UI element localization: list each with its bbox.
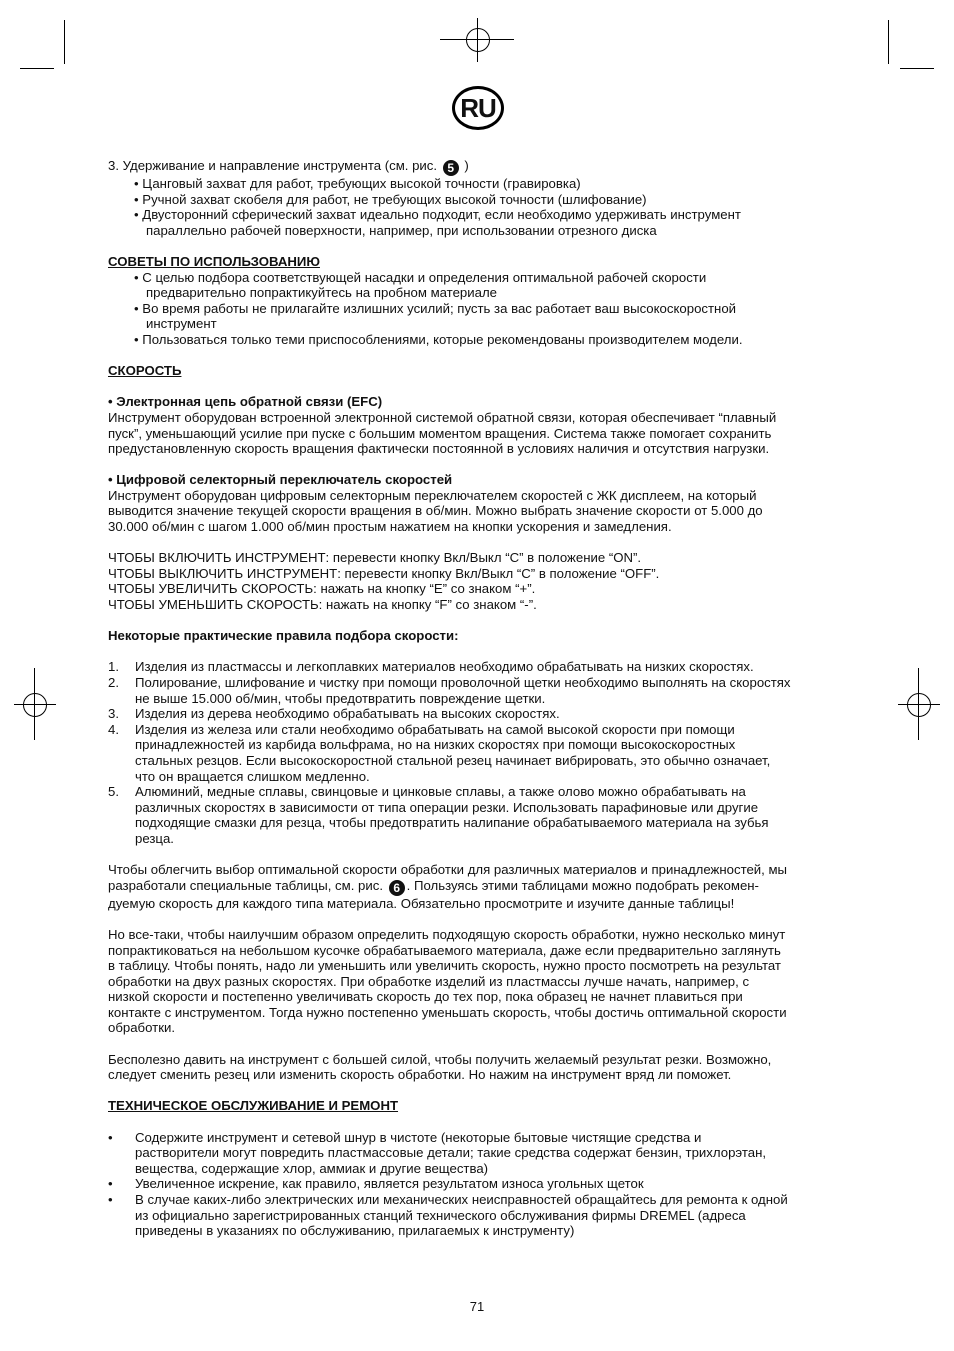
crop-mark: [900, 68, 934, 69]
list-item: • Содержите инструмент и сетевой шнур в чистоте (некоторые бытовые чистящие средства и растворители могут повредить пластмассовые детали; такие средства содержат бензин, трихлорэтан, вещества, содержащие хлор, аммиак и другие вещества): [108, 1129, 767, 1176]
section-heading: СОВЕТЫ ПО ИСПОЛЬЗОВАНИЮ: [108, 253, 320, 269]
numbered-item: 1. Изделия из пластмассы и легкоплавких материалов необходимо обрабатывать на низких скоростях.: [108, 659, 754, 675]
language-badge: [452, 86, 504, 130]
list-item: • С целью подбора соответствующей насадки и определения оптимальной рабочей скорости: [134, 269, 707, 285]
paragraph-line: выводится значение текущей скорости вращения в об/мин. Можно выбрать значение скорости от 5.000 до: [108, 503, 763, 519]
paragraph-line: предустановленную скорость вращения фактически постоянной в условиях наличия и отсутствия нагрузки.: [108, 441, 770, 457]
paragraph-line: обработки на двух разных скоростях. При обработке изделий из пластмассы лучше начать, например, с: [108, 973, 750, 989]
paragraph-line: обработки.: [108, 1020, 175, 1036]
language-badge-label: RU: [460, 92, 496, 123]
control-instruction: ЧТОБЫ ВЫКЛЮЧИТЬ ИНСТРУМЕНТ: перевести кнопку Вкл/Выкл “C” в положение “OFF”.: [108, 565, 660, 581]
section-heading: СКОРОСТЬ: [108, 363, 182, 379]
paragraph-line: разработали специальные таблицы, см. рис. 6 . Пользуясь этими таблицами можно подобрать рекомен-: [108, 877, 759, 895]
list-item: • Цанговый захват для работ, требующих высокой точности (гравировка): [134, 176, 581, 191]
paragraph-line: 30.000 об/мин с шагом 1.000 об/мин простым нажатием на кнопки ускорения и замедления.: [108, 519, 672, 535]
paragraph-line: Инструмент оборудован цифровым селекторным переключателем скоростей с ЖК дисплеем, на который: [108, 487, 757, 503]
paragraph-line: попрактиковаться на небольшом кусочке обрабатываемого материала, даже если предварительно заглянуть: [108, 942, 781, 958]
numbered-item: 4. Изделия из железа или стали необходимо обрабатывать на самой высокой скорости при помощи принадлежностей из карбида вольфрама, но на низких скоростях при помощи высокоскоростных стальных резцов. Если высокоскоростной стальной резец начинает вибрировать, это обычно означает, что он вращается слишком медленно.: [108, 721, 771, 784]
paragraph-line: Чтобы облегчить выбор оптимальной скорости обработки для различных материалов и принадлежностей, мы: [108, 862, 788, 878]
paragraph-line: Но все-таки, чтобы наилучшим образом определить подходящую скорость обработки, нужно несколько минут: [108, 926, 786, 942]
figure-ref-badge: 6: [389, 880, 405, 896]
list-item: • Во время работы не прилагайте излишних усилий; пусть за вас работает ваш высокоскоростной: [134, 300, 737, 316]
paragraph-line: в таблицу. Чтобы понять, надо ли уменьшить или увеличить скорость, нужно просто посмотреть на результат: [108, 958, 781, 974]
numbered-item: 5. Алюминий, медные сплавы, свинцовые и цинковые сплавы, а также олово можно обрабатывать на различных скоростях в зависимости от типа операции резки. Использовать парафиновые или другие подходящие смазки для резца, чтобы предотвратить налипание обрабатываемого материала на зубья резца.: [108, 784, 769, 846]
paragraph-line: Инструмент оборудован встроенной электронной системой обратной связи, которая обеспечивает “плавный: [108, 409, 777, 425]
paragraph-line: контакте с инструментом. Тогда нужно постепенно уменьшать скорость, чтобы достичь оптимальной скорости: [108, 1004, 787, 1020]
subheading: Некоторые практические правила подбора скорости:: [108, 628, 459, 644]
crop-mark: [64, 20, 65, 64]
list-item: • Пользоваться только теми приспособлениями, которые рекомендованы производителем модели.: [134, 331, 743, 347]
numbered-item: 2. Полирование, шлифование и чистку при помощи проволочной щетки необходимо выполнять на скоростях не выше 15.000 об/мин, чтобы предотвратить повреждение щетки.: [108, 675, 791, 706]
list-item: • Увеличенное искрение, как правило, является результатом износа угольных щеток: [108, 1176, 644, 1192]
list-item: • Двусторонний сферический захват идеально подходит, если необходимо удерживать инструмент: [134, 207, 741, 223]
paragraph-line: Бесполезно давить на инструмент с большей силой, чтобы получить желаемый результат резки. Возможно,: [108, 1051, 772, 1067]
list-item-continuation: предварительно попрактикуйтесь на пробном материале: [146, 285, 497, 301]
figure-ref-badge: 5: [443, 160, 459, 176]
control-instruction: ЧТОБЫ УМЕНЬШИТЬ СКОРОСТЬ: нажать на кнопку “F” со знаком “-”.: [108, 597, 537, 613]
list-item: • Ручной захват скобеля для работ, не требующих высокой точности (шлифование): [134, 191, 647, 207]
page-number: 71: [469, 1299, 485, 1314]
crop-mark: [20, 68, 54, 69]
numbered-item: 3. Изделия из дерева необходимо обрабатывать на высоких скоростях.: [108, 706, 560, 722]
section-heading: ТЕХНИЧЕСКОЕ ОБСЛУЖИВАНИЕ И РЕМОНТ: [108, 1098, 399, 1114]
control-instruction: ЧТОБЫ ВКЛЮЧИТЬ ИНСТРУМЕНТ: перевести кнопку Вкл/Выкл “C” в положение “ON”.: [108, 550, 642, 566]
document-body: [108, 158, 848, 1239]
section-title: 3. Удерживание и направление инструмента (см. рис. 5 ): [108, 158, 469, 175]
subheading: • Цифровой селекторный переключатель скоростей: [108, 472, 453, 488]
paragraph-line: низкой скорости и постепенно увеличивать скорость до тех пор, пока образец не начнет плавиться при: [108, 989, 743, 1005]
list-item-continuation: параллельно рабочей поверхности, например, при использовании отрезного диска: [146, 222, 657, 238]
paragraph-line: дуемую скорость для каждого типа материала. Обязательно просмотрите и изучите данные таблицы!: [108, 895, 735, 911]
subheading: • Электронная цепь обратной связи (EFC): [108, 394, 383, 410]
crop-mark: [888, 20, 889, 64]
list-item: • В случае каких-либо электрических или механических неисправностей обращайтесь для ремонта к одной из официально зарегистрированных станций технического обслуживания фирмы DREMEL (адреса приведены в указаниях по обслуживанию, прилагаемых к инструменту): [108, 1192, 788, 1239]
control-instruction: ЧТОБЫ УВЕЛИЧИТЬ СКОРОСТЬ: нажать на кнопку “E” со знаком “+”.: [108, 581, 536, 597]
list-item-continuation: инструмент: [146, 316, 217, 332]
paragraph-line: пуск”, уменьшающий усилие при пуске с большим моментом вращения. Система также помогает сохранить: [108, 425, 772, 441]
paragraph-line: следует сменить резец или изменить скорость обработки. Но нажим на инструмент вряд ли поможет.: [108, 1067, 732, 1083]
